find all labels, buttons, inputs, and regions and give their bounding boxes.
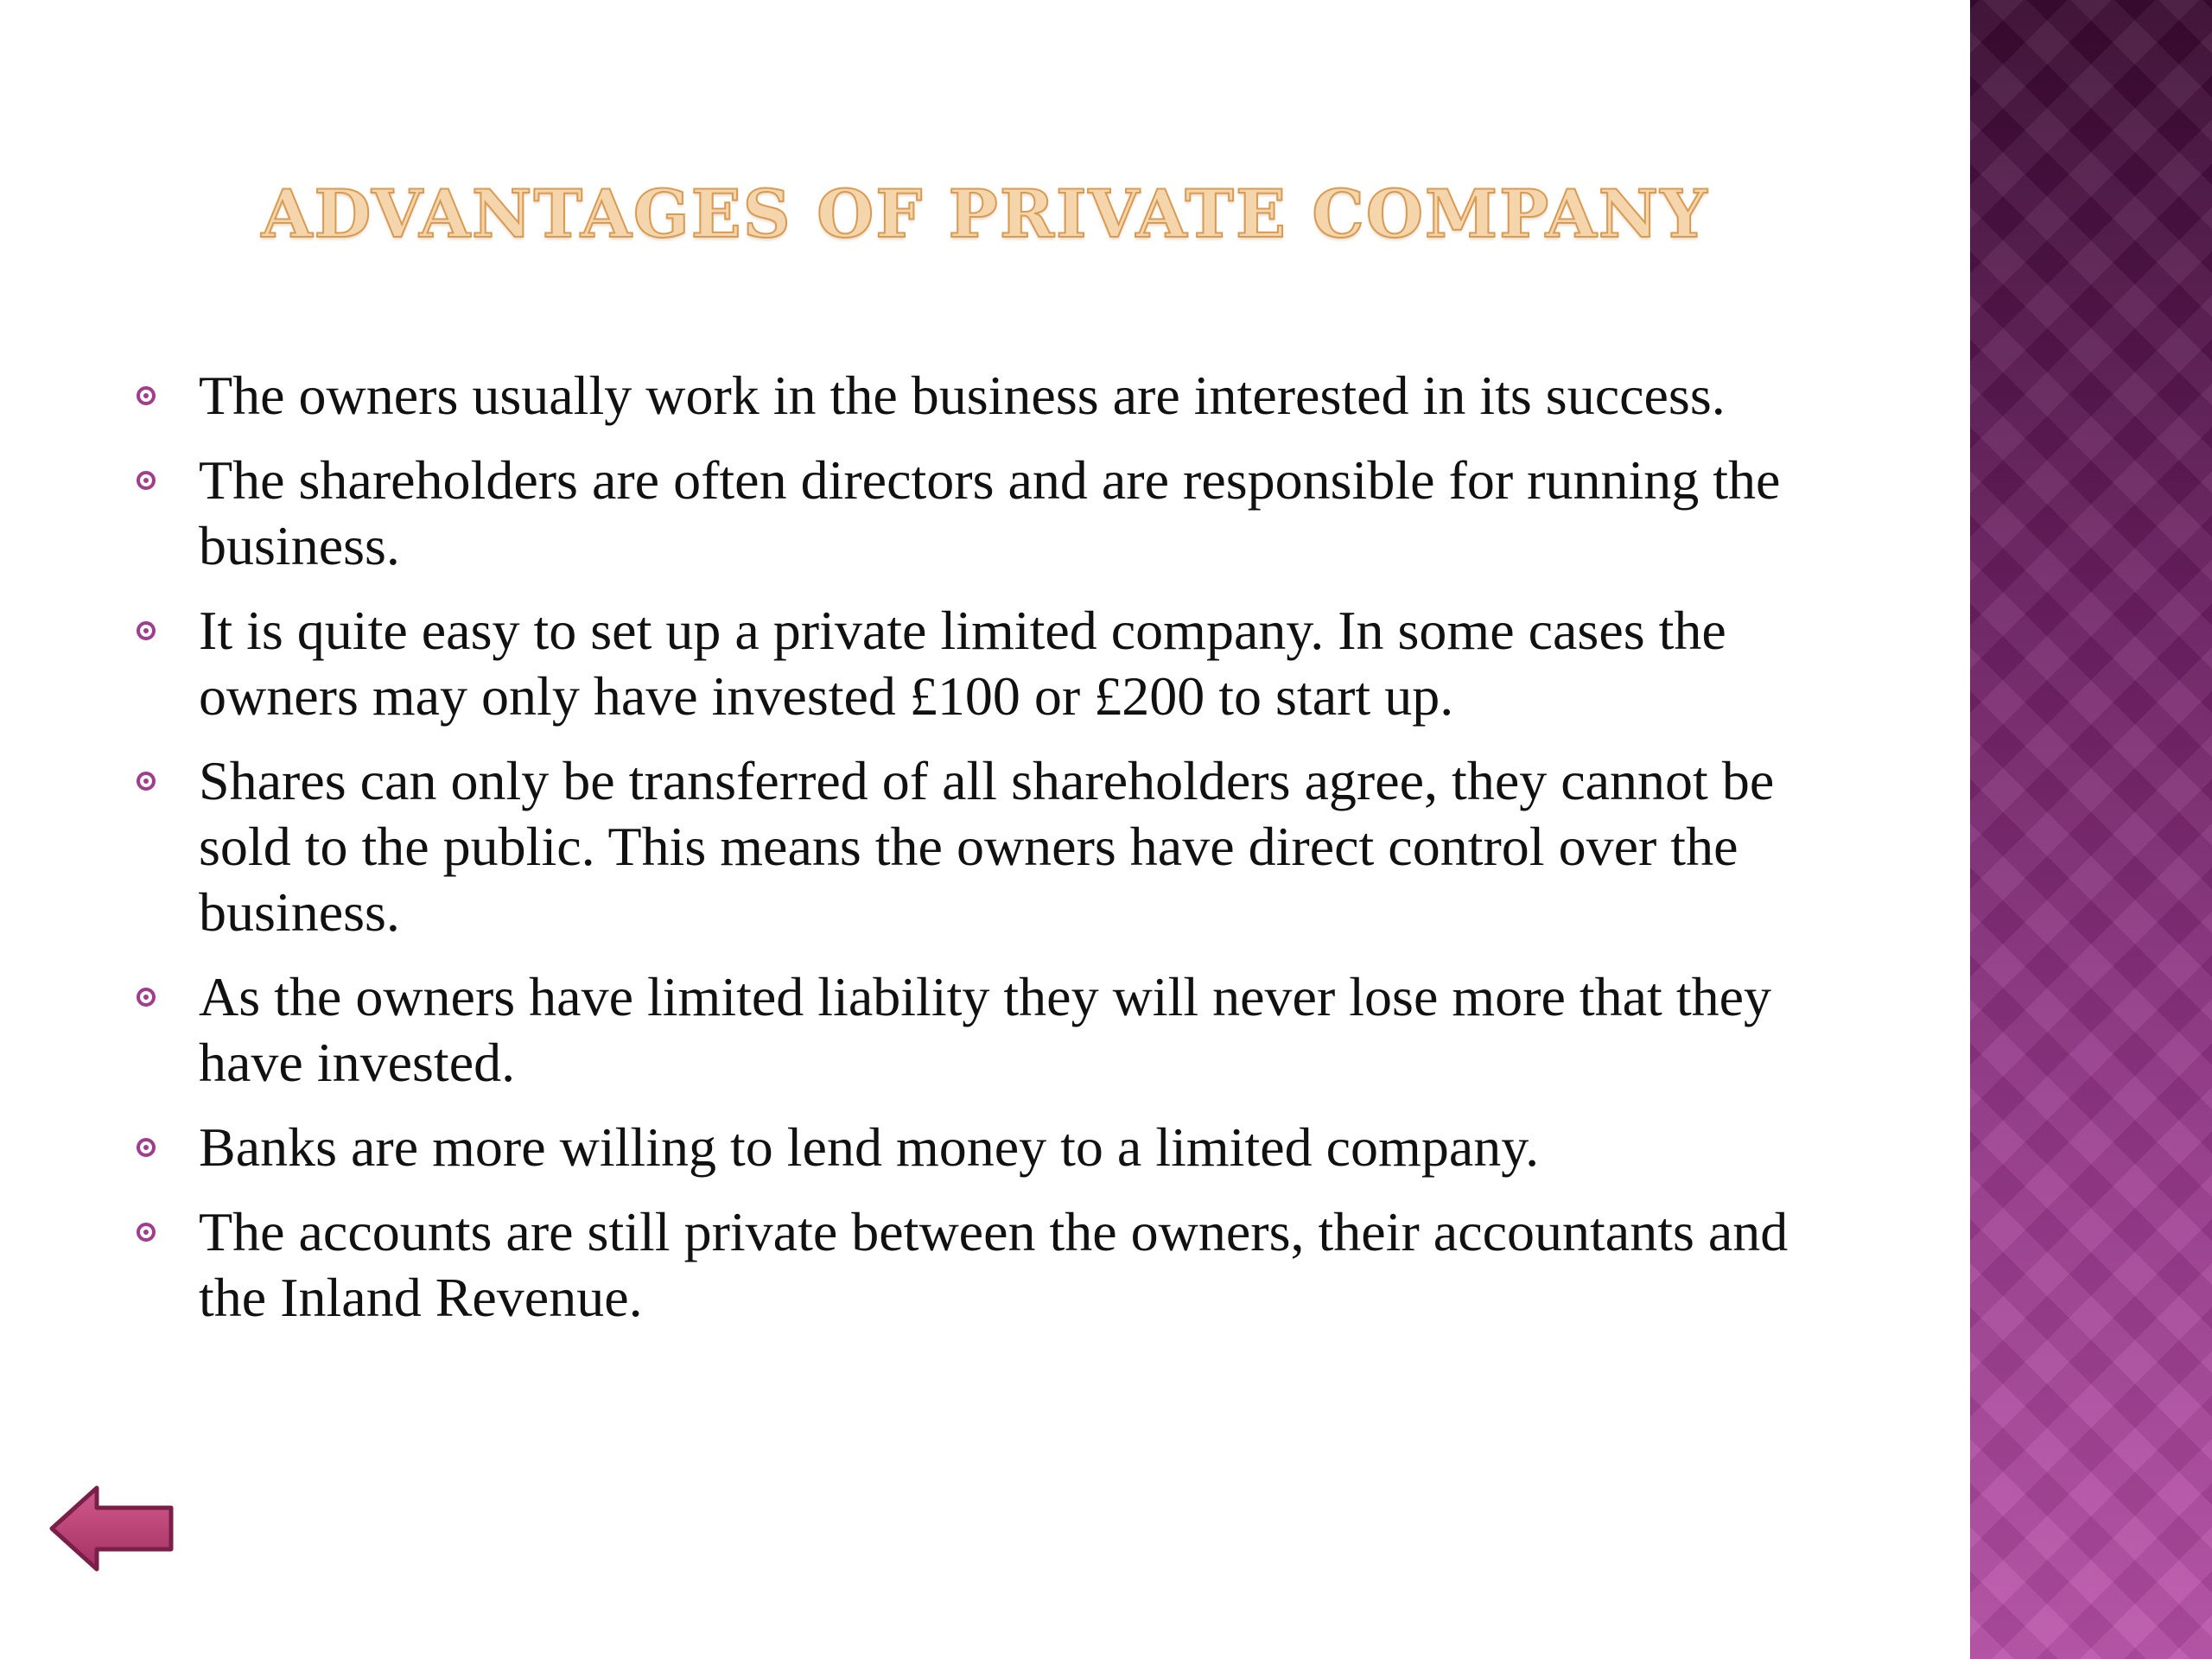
list-item — [130, 448, 1815, 579]
slide-title: ADVANTAGES OF PRIVATE COMPANY — [261, 175, 1709, 252]
back-button[interactable] — [48, 1484, 175, 1573]
decorative-side-band — [1970, 0, 2212, 1659]
bullet-icon — [137, 1223, 156, 1242]
bullet-list — [130, 363, 1815, 1350]
list-item — [130, 1115, 1815, 1180]
bullet-text: The shareholders are often directors and are responsible for running the business. — [199, 449, 1781, 576]
left-arrow-icon — [48, 1484, 175, 1573]
bullet-icon — [137, 471, 156, 490]
bullet-text: The accounts are still private between the owners, their accountants and the Inland Revenue. — [199, 1201, 1789, 1328]
list-item — [130, 598, 1815, 729]
bullet-text: Banks are more willing to lend money to a limited company. — [199, 1116, 1540, 1178]
list-item — [130, 363, 1815, 429]
bullet-text: As the owners have limited liability they will never lose more that they have invested. — [199, 966, 1771, 1093]
list-item — [130, 964, 1815, 1096]
bullet-icon — [137, 621, 156, 640]
bullet-text: It is quite easy to set up a private limited company. In some cases the owners may only have invested £100 or £200 to start up. — [199, 600, 1726, 727]
list-item — [130, 748, 1815, 945]
bullet-text: The owners usually work in the business are interested in its success. — [199, 365, 1726, 426]
bullet-text: Shares can only be transferred of all shareholders agree, they cannot be sold to the public. This means the owners have direct control over the business. — [199, 750, 1775, 943]
bullet-icon — [137, 772, 156, 791]
list-item — [130, 1199, 1815, 1331]
bullet-icon — [137, 988, 156, 1007]
bullet-icon — [137, 1138, 156, 1157]
bullet-icon — [137, 386, 156, 405]
